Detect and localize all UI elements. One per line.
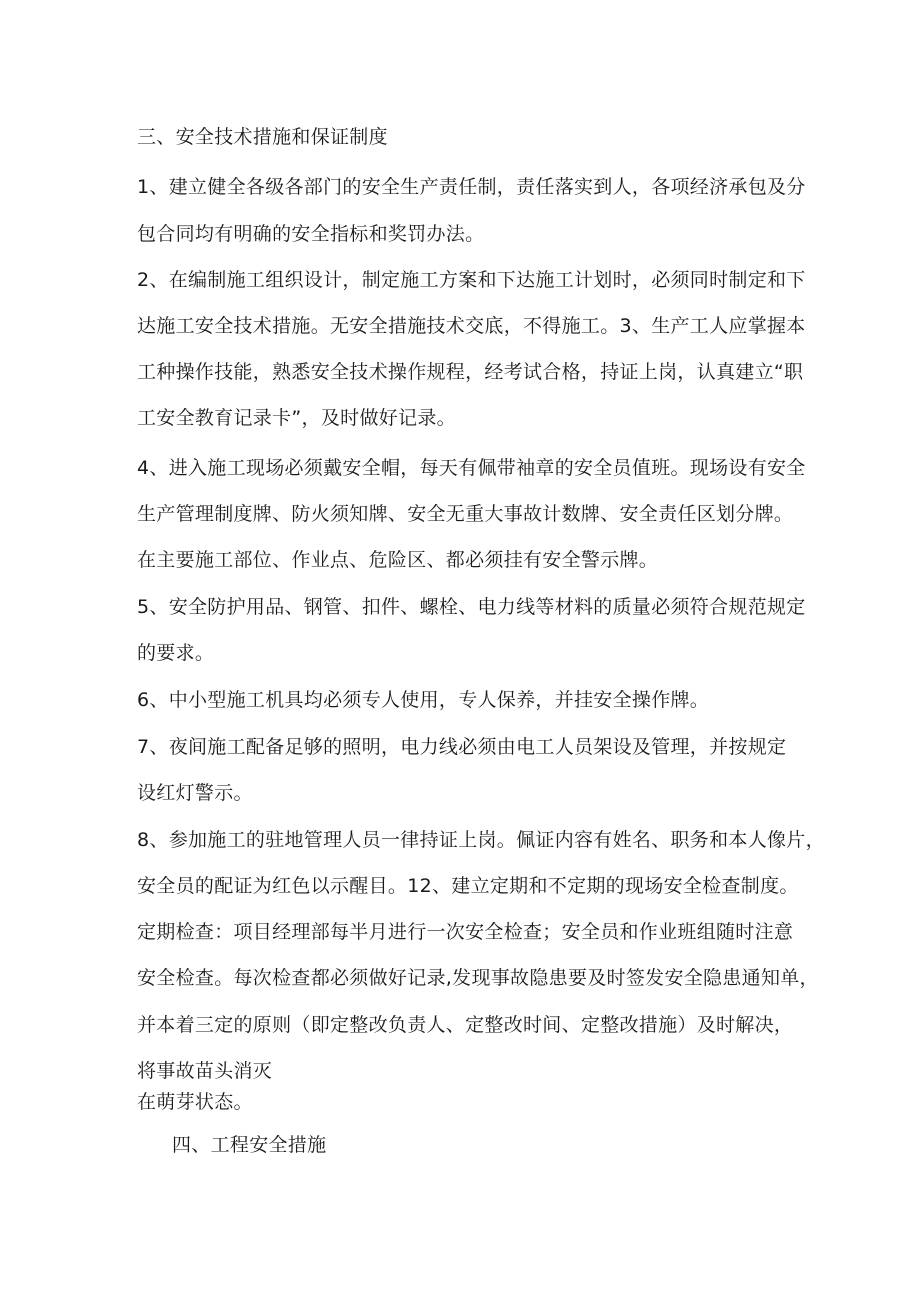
paragraph-2-line-4: 工安全教育记录卡”，及时做好记录。 — [137, 407, 456, 429]
paragraph-2-line-3: 工种操作技能，熟悉安全技术操作规程，经考试合格，持证上岗，认真建立“职 — [137, 361, 804, 383]
paragraph-5-line-2: 的要求。 — [137, 642, 215, 664]
paragraph-8-line-5: 并本着三定的原则（即定整改负责人、定整改时间、定整改措施）及时解决， — [137, 1014, 794, 1036]
paragraph-8-line-7: 在萌芽状态。 — [137, 1091, 253, 1113]
paragraph-2-line-2: 达施工安全技术措施。无安全措施技术交底，不得施工。3、生产工人应掌握本 — [137, 315, 806, 337]
paragraph-7-line-2: 设红灯警示。 — [137, 782, 253, 804]
paragraph-1-line-2: 包合同均有明确的安全指标和奖罚办法。 — [137, 223, 485, 245]
section-heading-3: 三、安全技术措施和保证制度 — [137, 126, 388, 148]
paragraph-1-line-1: 1、建立健全各级各部门的安全生产责任制，责任落实到人，各项经济承包及分 — [137, 176, 806, 198]
paragraph-7-line-1: 7、夜间施工配备足够的照明，电力线必须由电工人员架设及管理，并按规定 — [137, 736, 787, 758]
paragraph-8-line-1: 8、参加施工的驻地管理人员一律持证上岗。佩证内容有姓名、职务和本人像片， — [137, 829, 825, 851]
paragraph-8-line-6: 将事故苗头消灭 — [137, 1060, 273, 1082]
paragraph-4-line-2: 生产管理制度牌、防火须知牌、安全无重大事故计数牌、安全责任区划分牌。 — [137, 503, 794, 525]
paragraph-8-line-3: 定期检查：项目经理部每半月进行一次安全检查；安全员和作业班组随时注意 — [137, 921, 794, 943]
paragraph-8-line-4: 安全检查。每次检查都必须做好记录,发现事故隐患要及时签发安全隐患通知单， — [137, 967, 819, 989]
section-heading-4: 四、工程安全措施 — [172, 1134, 327, 1156]
paragraph-4-line-1: 4、进入施工现场必须戴安全帽，每天有佩带袖章的安全员值班。现场设有安全 — [137, 457, 806, 479]
paragraph-4-line-3: 在主要施工部位、作业点、危险区、都必须挂有安全警示牌。 — [137, 549, 659, 571]
paragraph-6-line-1: 6、中小型施工机具均必须专人使用，专人保养，并挂安全操作牌。 — [137, 689, 710, 711]
paragraph-2-line-1: 2、在编制施工组织设计，制定施工方案和下达施工计划时，必须同时制定和下 — [137, 269, 806, 291]
paragraph-8-line-2: 安全员的配证为红色以示醒目。12、建立定期和不定期的现场安全检查制度。 — [137, 875, 799, 897]
paragraph-5-line-1: 5、安全防护用品、钢管、扣件、螺栓、电力线等材料的质量必须符合规范规定 — [137, 596, 806, 618]
